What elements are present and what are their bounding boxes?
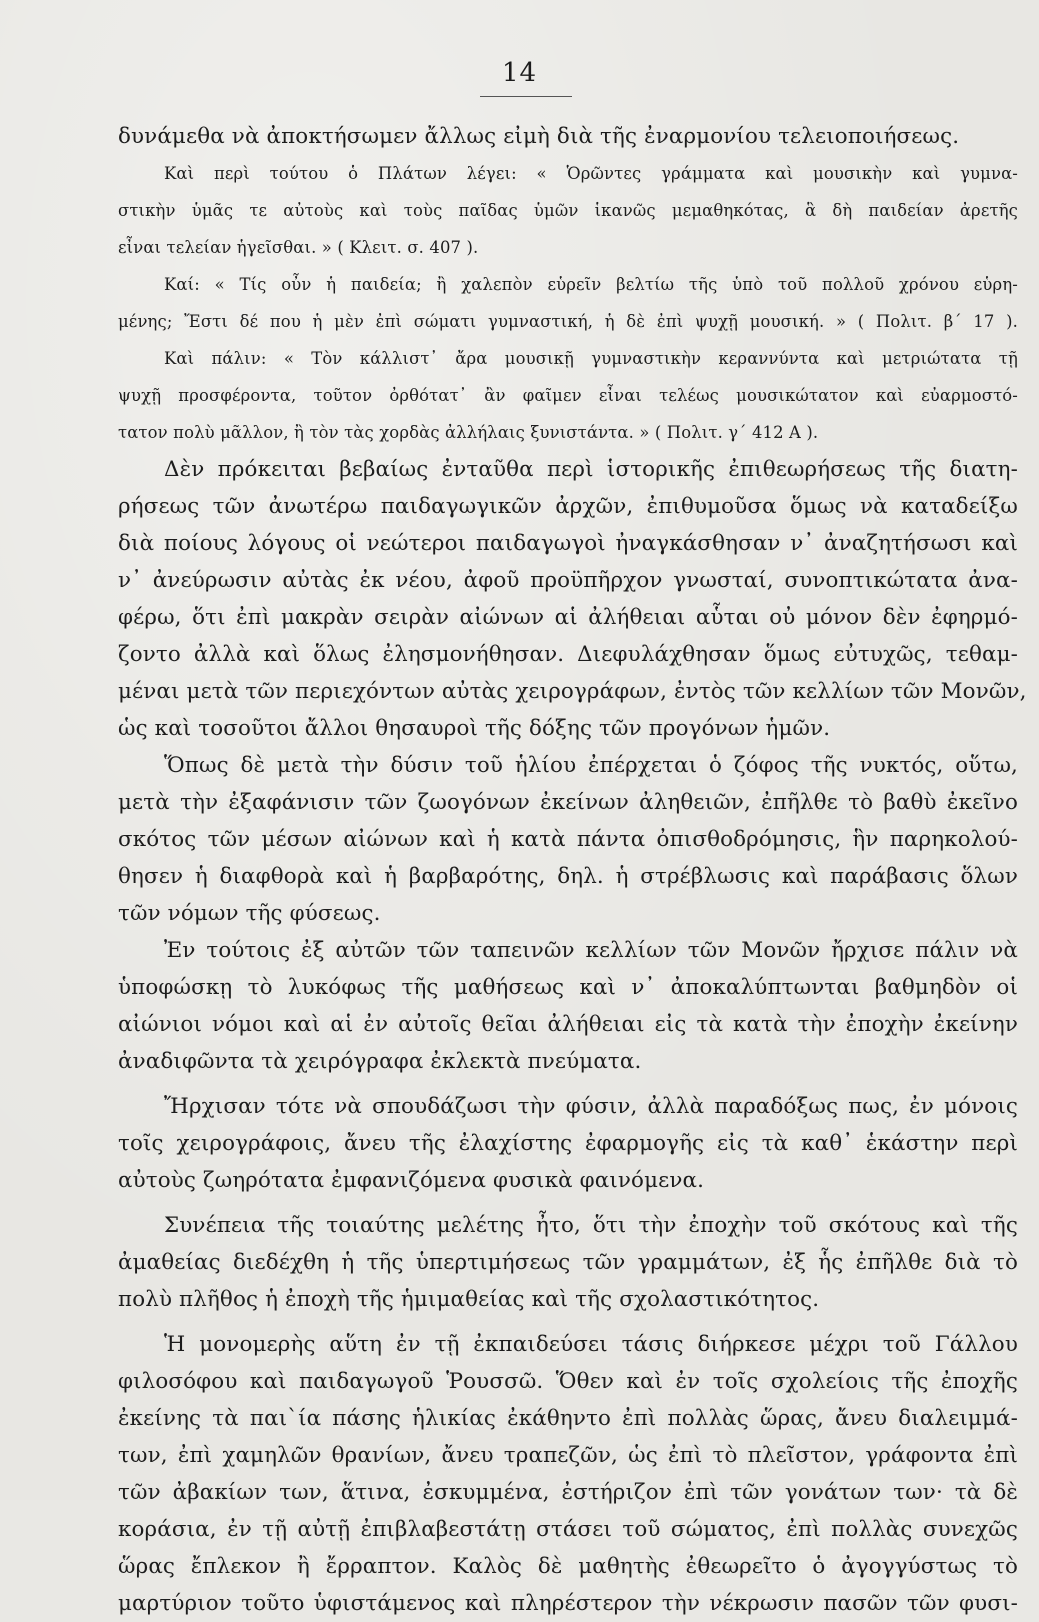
text-line: θησεν ἡ διαφθορὰ καὶ ἡ βαρβαρότης, δηλ. ἡ στρέβλωσις καὶ παράβασις ὅλων	[118, 864, 1018, 889]
quote-line: εἶναι τελείαν ἡγεῖσθαι. » ( Κλειτ. σ. 407 ).	[118, 238, 479, 257]
text-line: μαρτύριον τοῦτο ὑφιστάμενος καὶ πληρέστερον τὴν νέκρωσιν πασῶν τῶν φυσι-	[118, 1591, 1018, 1616]
text-line: Ἤρχισαν τότε νὰ σπουδάζωσι τὴν φύσιν, ἀλλὰ παραδόξως πως, ἐν μόνοις	[164, 1094, 1018, 1119]
quote-line: στικὴν ὑμᾶς τε αὐτοὺς καὶ τοὺς παῖδας ὑμῶν ἱκανῶς μεμαθηκότας, ἃ δὴ παιδείαν ἀρετῆς	[118, 201, 1018, 220]
text-line: ἐκείνης τὰ παι`ία πάσης ἡλικίας ἐκάθηντο ἐπὶ πολλὰς ὥρας, ἄνευ διαλειμμά-	[118, 1406, 1018, 1431]
text-body	[118, 118, 1027, 1622]
text-line: ρήσεως τῶν ἀνωτέρω παιδαγωγικῶν ἀρχῶν, ἐπιθυμοῦσα ὅμως νὰ καταδείξω	[118, 494, 1018, 519]
text-line: κοράσια, ἐν τῇ αὐτῇ ἐπιβλαβεστάτῃ στάσει τοῦ σώματος, ἐπὶ πολλὰς συνεχῶς	[118, 1517, 1018, 1542]
text-line: ὑποφώσκῃ τὸ λυκόφως τῆς μαθήσεως καὶ ν᾽ ἀποκαλύπτωνται βαθμηδὸν οἱ	[118, 975, 1018, 1000]
text-line: τῶν ἀβακίων των, ἅτινα, ἐσκυμμένα, ἐστήριζον ἐπὶ τῶν γονάτων των· τὰ δὲ	[118, 1480, 1018, 1505]
text-line: μετὰ τὴν ἐξαφάνισιν τῶν ζωογόνων ἐκείνων ἀληθειῶν, ἐπῆλθε τὸ βαθὺ ἐκεῖνο	[118, 790, 1018, 815]
text-line: Ὅπως δὲ μετὰ τὴν δύσιν τοῦ ἡλίου ἐπέρχεται ὁ ζόφος τῆς νυκτός, οὕτω,	[164, 753, 1018, 778]
text-line: ὡς καὶ τοσοῦτοι ἄλλοι θησαυροὶ τῆς δόξης τῶν προγόνων ἡμῶν.	[118, 716, 831, 741]
text-line: τῶν νόμων τῆς φύσεως.	[118, 901, 381, 926]
text-line: διὰ ποίους λόγους οἱ νεώτεροι παιδαγωγοὶ ἠναγκάσθησαν ν᾽ ἀναζητήσωσι καὶ	[118, 531, 1018, 556]
quote-line: μένης; Ἔστι δέ που ἡ μὲν ἐπὶ σώματι γυμναστική, ἡ δὲ ἐπὶ ψυχῇ μουσική. » ( Πολιτ. β΄ 17 ).	[118, 312, 1018, 331]
quote-line: ψυχῇ προσφέροντα, τοῦτον ὀρθότατ᾽ ἂν φαῖμεν εἶναι τελέως μουσικώτατον καὶ εὐαρμοστό-	[118, 386, 1018, 405]
text-line: φέρω, ὅτι ἐπὶ μακρὰν σειρὰν αἰώνων αἱ ἀλήθειαι αὗται οὐ μόνον δὲν ἐφηρμό-	[118, 605, 1018, 630]
quote-line: Καὶ περὶ τούτου ὁ Πλάτων λέγει: « Ὁρῶντες γράμματα καὶ μουσικὴν καὶ γυμνα-	[164, 164, 1018, 183]
text-line: ἀμαθείας διεδέχθη ἡ τῆς ὑπερτιμήσεως τῶν γραμμάτων, ἐξ ἧς ἐπῆλθε διὰ τὸ	[118, 1250, 1018, 1275]
text-line: αἰώνιοι νόμοι καὶ αἱ ἐν αὐτοῖς θεῖαι ἀλήθειαι εἰς τὰ κατὰ τὴν ἐποχὴν ἐκείνην	[118, 1012, 1018, 1037]
text-line: αὐτοὺς ζωηρότατα ἐμφανιζόμενα φυσικὰ φαινόμενα.	[118, 1168, 705, 1193]
text-line: φιλοσόφου καὶ παιδαγωγοῦ Ῥουσσῶ. Ὅθεν καὶ ἐν τοῖς σχολείοις τῆς ἐποχῆς	[118, 1369, 1018, 1394]
text-line: πολὺ πλῆθος ἡ ἐποχὴ τῆς ἡμιμαθείας καὶ τῆς σχολαστικότητος.	[118, 1287, 820, 1312]
text-line: δυνάμεθα νὰ ἀποκτήσωμεν ἄλλως εἰμὴ διὰ τῆς ἐναρμονίου τελειοποιήσεως.	[118, 124, 960, 149]
text-line: ἀναδιφῶντα τὰ χειρόγραφα ἐκλεκτὰ πνεύματα.	[118, 1049, 642, 1074]
text-line: Ἐν τούτοις ἐξ αὐτῶν τῶν ταπεινῶν κελλίων τῶν Μονῶν ἤρχισε πάλιν νὰ	[164, 938, 1018, 963]
text-line: ζοντο ἀλλὰ καὶ ὅλως ἐλησμονήθησαν. Διεφυλάχθησαν ὅμως εὐτυχῶς, τεθαμ-	[118, 642, 1018, 667]
header-rule	[480, 96, 572, 97]
quote-line: τατον πολὺ μᾶλλον, ἢ τὸν τὰς χορδὰς ἀλλήλαις ξυνιστάντα. » ( Πολιτ. γ΄ 412 Α ).	[118, 423, 819, 442]
text-line: Δὲν πρόκειται βεβαίως ἐνταῦθα περὶ ἱστορικῆς ἐπιθεωρήσεως τῆς διατη-	[164, 457, 1018, 482]
text-line: ὥρας ἔπλεκον ἢ ἔρραπτον. Καλὸς δὲ μαθητὴς ἐθεωρεῖτο ὁ ἀγογγύστως τὸ	[118, 1554, 1018, 1579]
text-line: ν᾽ ἀνεύρωσιν αὐτὰς ἐκ νέου, ἀφοῦ προϋπῆρχον γνωσταί, συνοπτικώτατα ἀνα-	[118, 568, 1018, 593]
quote-line: Καὶ πάλιν: « Τὸν κάλλιστ᾽ ἄρα μουσικῇ γυμναστικὴν κεραννύντα καὶ μετριώτατα τῇ	[164, 349, 1018, 368]
page-number: 14	[501, 58, 538, 88]
text-line: Συνέπεια τῆς τοιαύτης μελέτης ἦτο, ὅτι τὴν ἐποχὴν τοῦ σκότους καὶ τῆς	[164, 1213, 1018, 1238]
text-line: μέναι μετὰ τῶν περιεχόντων αὐτὰς χειρογράφων, ἐντὸς τῶν κελλίων τῶν Μονῶν,	[118, 679, 1027, 704]
text-line: των, ἐπὶ χαμηλῶν θρανίων, ἄνευ τραπεζῶν, ὡς ἐπὶ τὸ πλεῖστον, γράφοντα ἐπὶ	[118, 1443, 1018, 1468]
text-line: σκότος τῶν μέσων αἰώνων καὶ ἡ κατὰ πάντα ὀπισθοδρόμησις, ἣν παρηκολού-	[118, 827, 1018, 852]
quote-line: Καί: « Τίς οὖν ἡ παιδεία; ἢ χαλεπὸν εὑρεῖν βελτίω τῆς ὑπὸ τοῦ πολλοῦ χρόνου εὑρη-	[164, 275, 1018, 294]
text-line: τοῖς χειρογράφοις, ἄνευ τῆς ἐλαχίστης ἐφαρμογῆς εἰς τὰ καθ᾽ ἑκάστην περὶ	[118, 1131, 1018, 1156]
text-line: Ἡ μονομερὴς αὕτη ἐν τῇ ἐκπαιδεύσει τάσις διήρκεσε μέχρι τοῦ Γάλλου	[164, 1332, 1018, 1357]
